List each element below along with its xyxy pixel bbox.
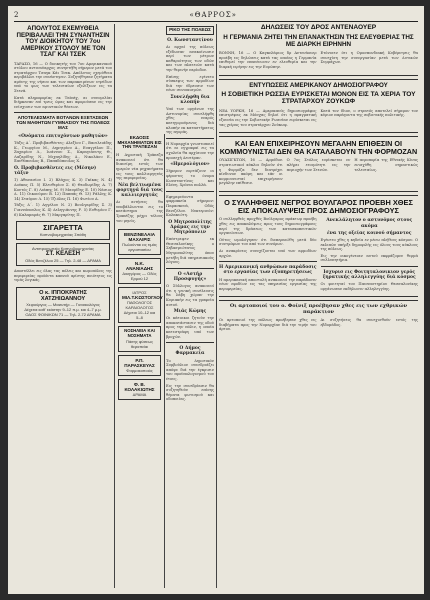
headline-adenauer-sub: Η ΓΕΡΜΑΝΙΑ ΖΗΤΕΙ ΤΗΝ ΕΠΑΝΑΚΤΗΣΙΝ ΤΗΣ ΕΛΕΥΘΕΡΙΑΣ ΤΗΣ ΜΕ ΔΙΑΡΚΗ ΕΙΡΗΝΗΝ <box>223 33 414 48</box>
col1-headline: ΑΠΟΛΥΤΟΣ ΕΧΕΜΥΘΕΙΑ ΠΕΡΙΒΑΛΛΕΙ ΤΗΝ ΣΥΝΑΝΤΗΣΙΝ ΤΟΥ ΔΙΟΙΚΗΤΟΥ ΤΟΥ 7ου ΑΜΕΡΙΚΟΥ ΣΤΟΛΟΥ ΜΕ ΤΟΝ ΤΣΑΓ ΚΑΙ ΤΣΕΚ <box>16 25 110 58</box>
column-rule <box>164 134 165 588</box>
subhead: Οι αρτοποιοί του ο. Φοίνιξ προέβησαν χθες εις των εχθρικών παράκτιον <box>229 303 408 316</box>
divider <box>321 266 419 267</box>
ad-box: Ρ.Π. ΠΑΡΑΣΚΕΥΑΣ Φαρμακοποιός <box>118 355 161 376</box>
newspaper-page <box>8 6 424 594</box>
col3-smallhead: Μιάς Κώμης <box>173 309 207 315</box>
article-body: Οι φοιτηταί του Πανεπιστημίου Θεσσαλονίκης οργάνωσαν εκδήλωσιν αλληλεγγύης. <box>320 282 418 291</box>
col3-headline: ΡΙΚΟ ΤΗΣ ΠΟΛΕΩΣ <box>166 26 214 35</box>
article-body: Αι αιτήσεις θα υποβάλλωνται εις το κατάστημα της Τραπέζης μέχρι τέλους του μηνός. <box>116 200 163 223</box>
masthead-title: «ΘΑΡΡΟΣ» <box>189 11 237 19</box>
article-body: Ο συλληφθείς προχθές Βούλγαρος πράκτωρ προέβη χθες εις αποκαλύψεις προς τους δημοσιογράφους περί της δράσεως των κατασκοπευτικών οργανώσεων. <box>219 217 317 236</box>
ad-address: ΟΔΟΣ ΦΟΙΝΙΚΩΝ 71 — Τηλ. 2-72 ΔΡΑΜΑ <box>25 312 101 318</box>
ad-title: ΝΟΣΗΛΕΙΑ ΚΑΙ ΝΟΣΗΜΑΤΑ <box>124 328 155 339</box>
article-body: Οι κάτοικοι ζητούν την αποκατάστασιν της οδού προς την πόλιν, η οποία κατεστράφη υπό των βροχών. <box>166 316 214 339</box>
col3-smallhead: Ο Μητροπολίτης Δράμας εις την Μητρόπολιν <box>168 219 212 236</box>
ad-title: Ο κ. ΙΠΠΟΚΡΑΤΗΣ ΧΑΤΖΗΙΩΑΝΝΟΥ <box>39 289 87 302</box>
headline-adenauer: ΔΗΛΩΣΕΙΣ ΤΟΥ ΔΡΟΣ ΑΝΤΕΝΑΟΥΕΡ <box>260 24 377 31</box>
divider <box>166 191 214 192</box>
subhead: Η Αμερικανική ανθρώπων παράδοσις στο εργασίας των εξυπηρετήσεως <box>219 265 317 276</box>
col1-subhead: «Ονόματα επιτυχόντων μαθητών» <box>18 133 108 139</box>
article-body: Εφημερεύοντα φαρμακεία σήμερον: Παρασκευά, Οδός Βενιζέλου. Νυκτερινόν: Κολακιώτη. <box>166 194 214 218</box>
article-body: Αι ανακρίσεις συνεχίζονται υπό των αρμοδίων αρχών. <box>219 249 317 258</box>
divider <box>166 138 214 139</box>
subhead: Ανεκλάλητον ο αστυνόμος στους ακόμα <box>326 218 413 229</box>
ad-box: Ν.Κ. ΑΝΑΝΙΑΔΗΣ Δικηγόρος — Οδός Ερμού 12 <box>118 258 161 284</box>
subhead: Ισχυρισ εις Φοιτηταλονικιον γερός ξηρατικής αλληλεγγύης διά κόσμος <box>322 269 416 281</box>
right-section <box>219 24 418 588</box>
article-body: Ετόνισεν ότι η Ομοσπονδιακή Κυβέρνησις θα συνεχίση την συνεργασίαν μετά των Δυτικών Συμμάχων. <box>320 51 418 65</box>
headline-journalist: ΕΝΤΥΠΩΣΕΙΣ ΑΜΕΡΙΚΑΝΟΥ ΔΗΜΟΣΙΟΓΡΑΦΟΥ <box>249 81 388 89</box>
article-body: ΟΥΑΣΙΓΚΤΩΝ, 16 — Αρμόδιοι στρατιωτικοί κύκλοι δηλούν ότι η Φορμόζα δεν διατρέχει κίνδυνον ακόμη και εάν οι κομμουνισταί επιχειρήσουν μεγάλην επίθεσιν. <box>219 158 283 186</box>
col2-headline: ΕΚΔΟΣΙΣ ΜΗΧΑΝΗΜΑΤΩΝ ΕΙΣ ΤΗΝ ΤΡΑΠΕΖΑΝ <box>117 135 162 150</box>
col3-smallhead: Συνελήφθη δια κλοπήν <box>170 94 210 106</box>
ad-doctor: Ο κ. ΙΠΠΟΚΡΑΤΗΣ ΧΑΤΖΗΙΩΑΝΝΟΥ Χειρούργος — Μαιευτήρ — Γυναικολόγος Δέχεται καθ' εκάστην 9–12 π.μ. και 4–7 μ.μ. ΟΔΟΣ ΦΟΙΝΙΚΩΝ 71 — Τηλ. 2-72 ΔΡΑΜΑ <box>16 287 110 320</box>
article-body: ΒΟΝΝΗ, 16 — Ο Καγκελάριος δρ Αντενάουερ προέβη εις δηλώσεις κατά τας οποίας η Γερμανία επιθυμεί την επανένωσιν εν ελευθερία και την διαρκή ειρήνην εις την Ευρώπην. <box>219 51 317 69</box>
col3-subhead: Ο. Κωνσταντίνου <box>167 37 213 43</box>
article-body: Επέστρεψεν εκ Θεσσαλονίκης ο Σεβασμιώτατος Μητροπολίτης όπου μετέβη διά υπηρεσιακούς λόγους. <box>166 237 214 265</box>
divider <box>166 268 214 269</box>
article-body: Κατά τον ίδιον, ο στρατός αποτελεί σήμερον τον κύριον παράγοντα της σοβιετικής πολιτικής. <box>320 108 418 118</box>
divider <box>166 342 214 343</box>
subhead: ένα της οξείας κοινού σήμαντος <box>327 230 412 236</box>
ad-box: ΝΟΣΗΛΕΙΑ ΚΑΙ ΝΟΣΗΜΑΤΑ Πάσης φύσεως θεραπείαι <box>118 326 161 351</box>
headline-bulgarian: Ο ΣΥΛΛΗΦΘΕΙΣ ΝΕΓΡΟΣ ΒΟΥΛΓΑΡΟΣ ΠΡΟΕΒΗ ΧΘΕΣ ΕΙΣ ΑΠΟΚΑΛΥΨΕΙΣ ΠΡΟΣ ΔΗΜΟΣΙΟΓΡΑΦΟΥΣ <box>224 197 413 215</box>
article-body: Τάξις Α΄. Προβιβασθέντες: Αλεξίου Γ., Βασιλειάδης Κ., Γεωργίου Μ., Δημητρίου Α., Ευαγγέλου Π., Ζαχαρίου Λ., Ιωάννου Σ., Καραγιάννης Θ., Λαζαρίδης Ν., Μιχαηλίδης Δ., Νικολάου Ε., Ξανθόπουλος Β., Παπαδόπουλος Χ. <box>14 141 112 164</box>
ad-subtitle: ΙΑΤΡΟΣ <box>132 290 147 296</box>
article-body: Η Αγροτική Τράπεζα ανακοινοί ότι θα διανείμη εντός των ημερών νέα μηχανήματα εις τους καλλιεργητάς της περιφερείας. <box>116 153 163 181</box>
article-body: 1) Αθανασίου Ι. 2) Βλάχος Κ. 3) Γκίκας Ν. 4) Δούκας Π. 5) Ελευθερίου Σ. 6) Θεοδωρίδης Α. 7) Κοντός Γ. 8) Λιάπης Μ. 9) Μαυρίδης Ε. 10) Νάσιος Δ. 11) Οικονόμου Β. 12) Παππάς Θ. 13) Ράλλης Κ. 14) Σταύρου Λ. 15) Τζιόλας Π. 16) Φωτίου Α. <box>14 178 112 201</box>
col1-headline-2: ΑΠΟΤΕΛΕΣΜΑΤΑ ΒΟΤΑΝΩΝ ΕΞΕΤΑΣΕΩΝ ΤΩΝ ΜΑΘΗΤΩΝ ΓΥΜΝΑΣΙΟΥ ΤΗΣ ΠΟΛΕΩΣ ΜΑΣ <box>16 115 110 131</box>
ad-box <box>118 379 161 400</box>
article-body: Η αμερικανική αποστολή ανακοινοί την παράδοσιν νέων εφοδίων εις τας υπηρεσίας εργασίας της περιφερείας. <box>219 277 317 291</box>
ad-title: Ρ.Π. ΠΑΡΑΣΚΕΥΑΣ <box>124 357 155 368</box>
page-number: 2 <box>14 11 19 19</box>
article-body: Επίσης εγένετο σύσκεψις των αρμοδίων διά την ύδρευσιν των νέων συνοικισμών. <box>166 74 214 93</box>
headline-zhukov: Η ΣΟΒΙΕΤΙΚΗ ΡΩΣΣΙΑ ΕΥΡΙΣΚΕΤΑΙ ΜΟΝΟΝ ΕΙΣ ΤΑ ΧΕΡΙΑ ΤΟΥ ΣΤΡΑΤΑΡΧΟΥ ΖΟΥΚΩΦ <box>221 91 416 105</box>
ad-box: ΙΑΤΡΟΣ ΜΙΛ.Τ.ΚΩΣΤΟΓΛΟΥ ΠΑΘΟΛΟΓΟΣ ΚΑΡΔΙΟΛΟΓΟΣ Δέχεται 10–12 και 5–8 <box>118 287 161 323</box>
column-rule <box>114 24 115 588</box>
divider <box>219 75 418 80</box>
ad-title: ΜΙΛ.Τ.ΚΩΣΤΟΓΛΟΥ <box>122 295 163 301</box>
article-body: Ούτος ωμολόγησεν ότι διεπεραιώθη μετά δύο συντρόφων του από των συνόρων. <box>219 237 317 247</box>
article-body: Σήμερον εορτάζουν οι φέροντες το όνομα Κωνσταντίνος και Ελένη. Χρόνια πολλά. <box>166 169 214 188</box>
ad-title: ΒΕΝΖΙΝΕΛΑΙΑ ΜΑΧΑΙΡΙΣ <box>123 232 156 243</box>
article-body: Οι αρτοποιοί της πόλεως προέβησαν χθες εις διαβήματα προς την Νομαρχίαν διά την τιμήν του άρτου. <box>219 317 317 332</box>
divider <box>219 132 418 137</box>
column-1 <box>14 24 112 588</box>
article-body: Η Νομαρχία γνωστοποιεί ότι αι εγγραφαί εις τα σχολεία θα αρχίσουν την προσεχή Δευτέραν. <box>166 141 214 160</box>
ad-cigarette <box>16 221 110 240</box>
col1-smallhead: Ο. Προβιβασθέντες εις (Μέσην) τάξιν <box>14 166 97 177</box>
col3-smallhead: «Ημερολόγιον» <box>170 162 210 168</box>
ad-keles: Αντιπροσωπεία Καπνοβιομηχανίας ΣΤ. ΚΕΛΕΣΗ Οδός Βενιζέλου 25 — Τηλ. 2-48 — ΔΡΑΜΑ <box>16 243 110 266</box>
article-body: Κατά πληροφορίας εκ Ταϊπέχ, αι συνομιλίαι διήρκεσαν επί τρεις ώρας και αφορούσαν εις την ενίσχυσιν των αμυντικών θέσεων. <box>14 95 112 109</box>
article-body: Τάξις Δ΄. 1) Αγγέλου Ν. 2) Βουλγαρίδης Σ. 3) Γιαννόπουλος Κ. 4) Δεληγιάννης Ρ. 5) Ευθυμίου Γ. 6) Καλαμαράς Θ. 7) Μαργαρίτης Π. <box>14 203 112 217</box>
divider <box>219 191 418 196</box>
page-header <box>14 9 418 22</box>
col2-subhead: Νέα βελτιωμένα φορτηγά διά τους καλλιεργητάς <box>116 182 163 199</box>
divider <box>219 296 418 301</box>
col3-smallhead: Ο Δήμος Φαρμακεία <box>175 346 205 357</box>
divider <box>219 261 317 262</box>
article-body: Η αεροπορία της Εθνικής Κίνας ενισχύθη σημαντικώς τελευταίως. <box>354 158 418 172</box>
article-body: Το Δημοτικόν Συμβούλιον συνεδριάζει απόψε διά την έγκρισιν του προϋπολογισμού του έτους. <box>166 358 214 381</box>
article-body: Υπό των οργάνων της Αστυνομίας συνελήφθη χθες νεαρός κατηγορούμενος διά κλοπήν εκ καταστήματος της αγοράς. <box>166 107 214 135</box>
column-rule <box>216 24 217 588</box>
article-body: Εγένετο χθες η κηδεία εν μέσω πλήθους κόσμου. Ο εκλιπών υπήρξε δημοφιλής εις όλους τους κύκλους της πόλεως. <box>320 237 418 252</box>
column-3 <box>166 24 214 588</box>
article-body: Ο Σύλλογος ανακοινοί ότι η γενική συνέλευσις θα λάβη χώραν την Κυριακήν εις τα γραφεία αυτού. <box>166 284 214 307</box>
article-body: Εις την συνεδρίασιν θα συζητηθούν επίσης θέματα φωτισμού και οδοποιίας. <box>166 383 214 402</box>
ad-subtitle: ΔΡΑΜΑ <box>132 392 147 398</box>
ad-title: ΣΙΓΑΡΕΤΤΑ <box>43 223 83 233</box>
ad-subtitle: Αντιπροσωπεία Καπνοβιομηχανίας <box>31 246 94 252</box>
ad-subtitle: Καπνοβιομηχανίας Σπάθη <box>39 232 87 238</box>
article-body: Ο 7ος Στόλος ευρίσκεται εν πλήρει ετοιμότητι εις την περιοχήν των Στενών. <box>286 158 351 172</box>
article-body: Εις την οικογένειαν αυτού εκφράζομεν θερμά συλλυπητήρια. <box>320 253 418 263</box>
article-body: ΝΕΑ ΥΟΡΚΗ, 16 — Αμερικανός δημοσιογράφος επιστρέψας εκ Μόσχας δηλοί ότι η πραγματική εξουσία εις την Σοβιετικήν Ρωσσίαν ευρίσκεται εις τας χείρας του στρατάρχου Ζούκωφ. <box>219 108 317 127</box>
divider <box>14 112 112 113</box>
ad-subtitle: ΠΑΘΟΛΟΓΟΣ ΚΑΡΔΙΟΛΟΓΟΣ <box>125 300 154 311</box>
column-2 <box>116 134 163 588</box>
article-body: ΤΑΡΑΣΩ, 16 — Ο διοικητής του 7ου Αμερικανικού στόλου αντιναύαρχος συνηντήθη σήμερον μετά του στρατάρχου Τσαγκ Κάι Τσεκ. Απόλυτος εχεμύθεια περιβάλλει την συνάντησιν. Συζητήθησαν ζητήματα αμύνης της νήσου και των παρακειμένων νησίδων υπό το φως των τελευταίων εξελίξεων εις τα Στενά. <box>14 61 112 94</box>
ad-title: ΣΤ. ΚΕΛΕΣΗ <box>45 251 81 258</box>
article-body: Αι συζητήσεις θα συνεχισθούν εντός της εβδομάδος. <box>320 317 418 327</box>
ad-box: ΒΕΝΖΙΝΕΛΑΙΑ ΜΑΧΑΙΡΙΣ Πωλούνται εις τιμάς εργοστασίου <box>118 229 161 255</box>
headline-formosa: ΚΑΙ ΕΑΝ ΕΠΙΧΕΙΡΗΣΟΥΝ ΜΕΓΑΛΗΝ ΕΠΙΘΕΣΙΝ ΟΙ ΚΟΜΜΟΥΝΙΣΤΑΙ ΔΕΝ ΘΑ ΚΑΤΑΛΑΒΟΥΝ ΤΗΝ ΦΟΡΜΟΖΑΝ <box>219 139 418 156</box>
article-body: Αποστέλλει εις όλας τας πόλεις και κωμοπόλεις της περιφερείας προϊόντα καπνού αρίστης ποιότητος εις τιμάς λογικάς. <box>14 268 112 283</box>
ad-title: Φ. Β. ΚΟΛΑΚΙΩΤΗΣ <box>124 381 155 393</box>
col3-smallhead: Ο «Αστήρ Προσφυγής» <box>173 271 207 282</box>
article-body: Αι αρχαί της πόλεως εξέδωσαν ανακοίνωσιν περί των μέτρων καθαριότητος των οδών και των πλατειών κατά την θερινήν περίοδον. <box>166 44 214 72</box>
ad-title: Ν.Κ. ΑΝΑΝΙΑΔΗΣ <box>125 261 154 272</box>
